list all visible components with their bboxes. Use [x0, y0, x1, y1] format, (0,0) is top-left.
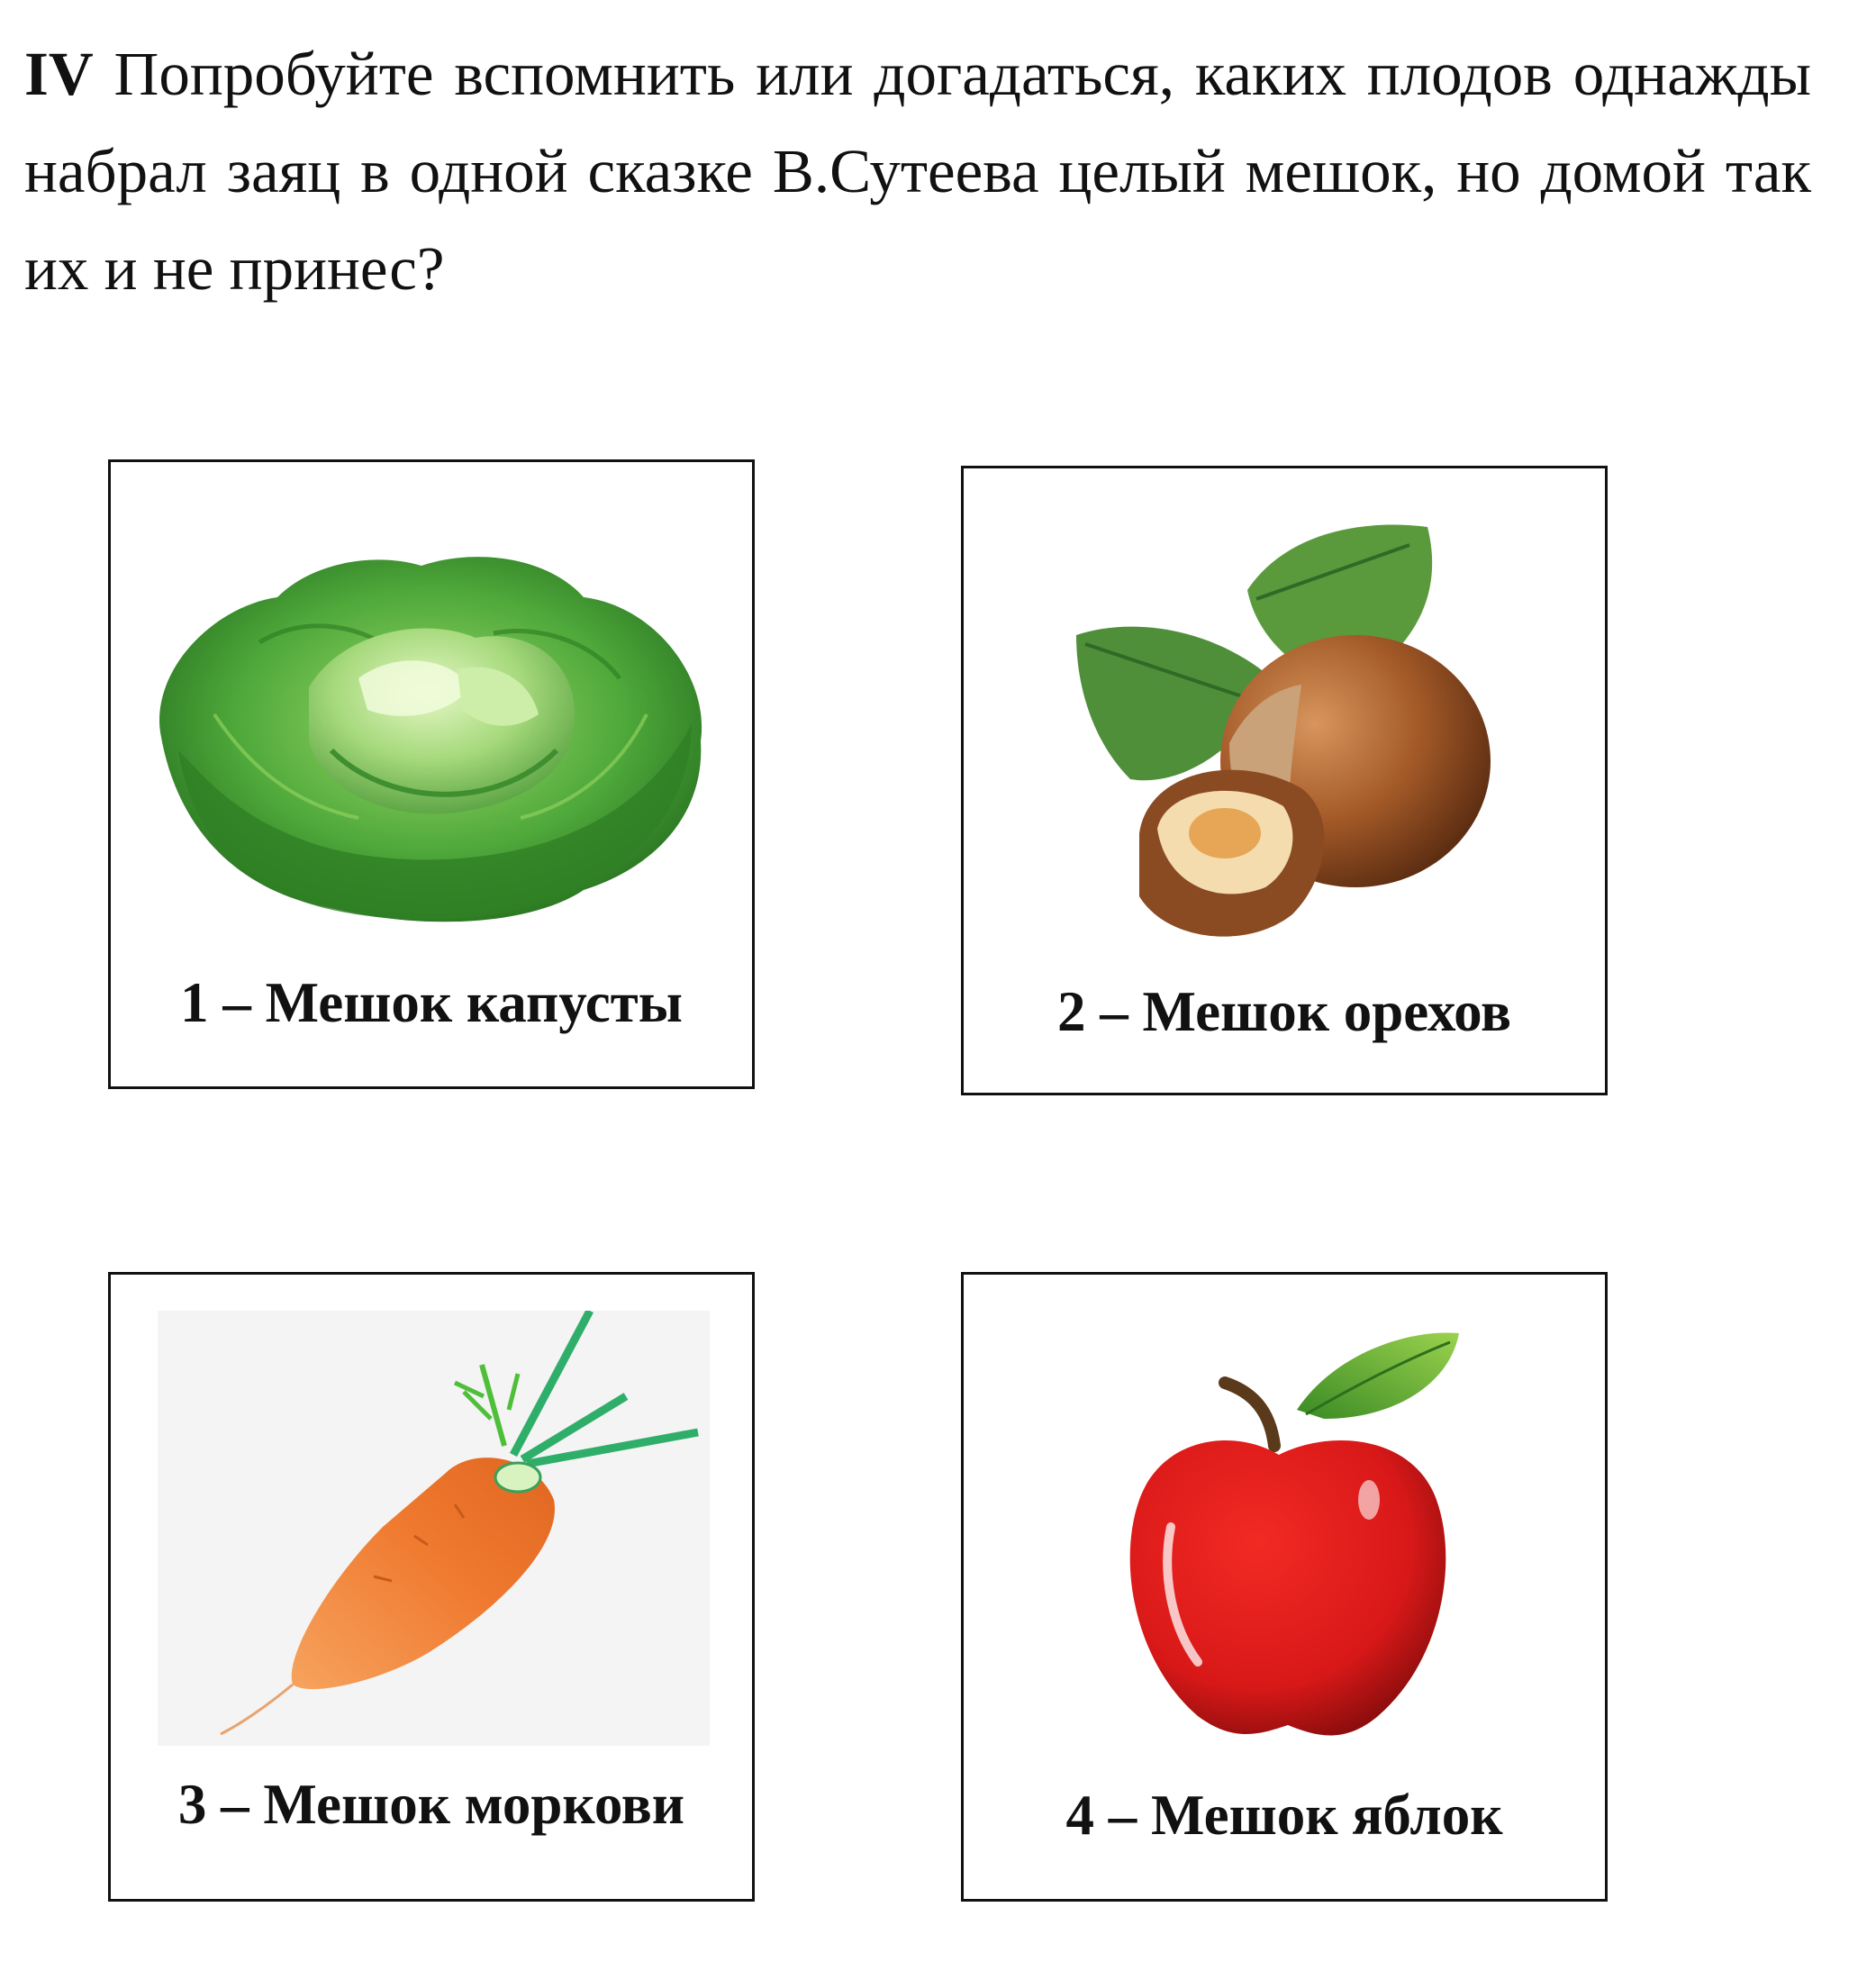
option-caption: 2 – Мешок орехов	[1056, 980, 1512, 1043]
cabbage-image	[151, 543, 710, 931]
option-caption: 4 – Мешок яблок	[1065, 1784, 1503, 1847]
option-card-carrot[interactable]	[108, 1272, 755, 1902]
question-number: IV	[24, 40, 94, 108]
option-card-apple[interactable]	[961, 1272, 1608, 1902]
option-card-nuts[interactable]	[961, 466, 1608, 1095]
option-card-cabbage[interactable]	[108, 459, 755, 1089]
carrot-image	[158, 1311, 710, 1746]
hazelnut-image	[1067, 518, 1509, 950]
option-caption: 3 – Мешок моркови	[177, 1773, 685, 1836]
apple-image	[1108, 1320, 1468, 1770]
question-body: Попробуйте вспомнить или догадаться, каких плодов однажды набрал заяц в одной сказке В.Сутеева целый мешок, но домой так их и не принес?	[24, 40, 1811, 303]
option-caption: 1 – Мешок капусты	[180, 971, 683, 1034]
question-text	[24, 25, 1811, 317]
